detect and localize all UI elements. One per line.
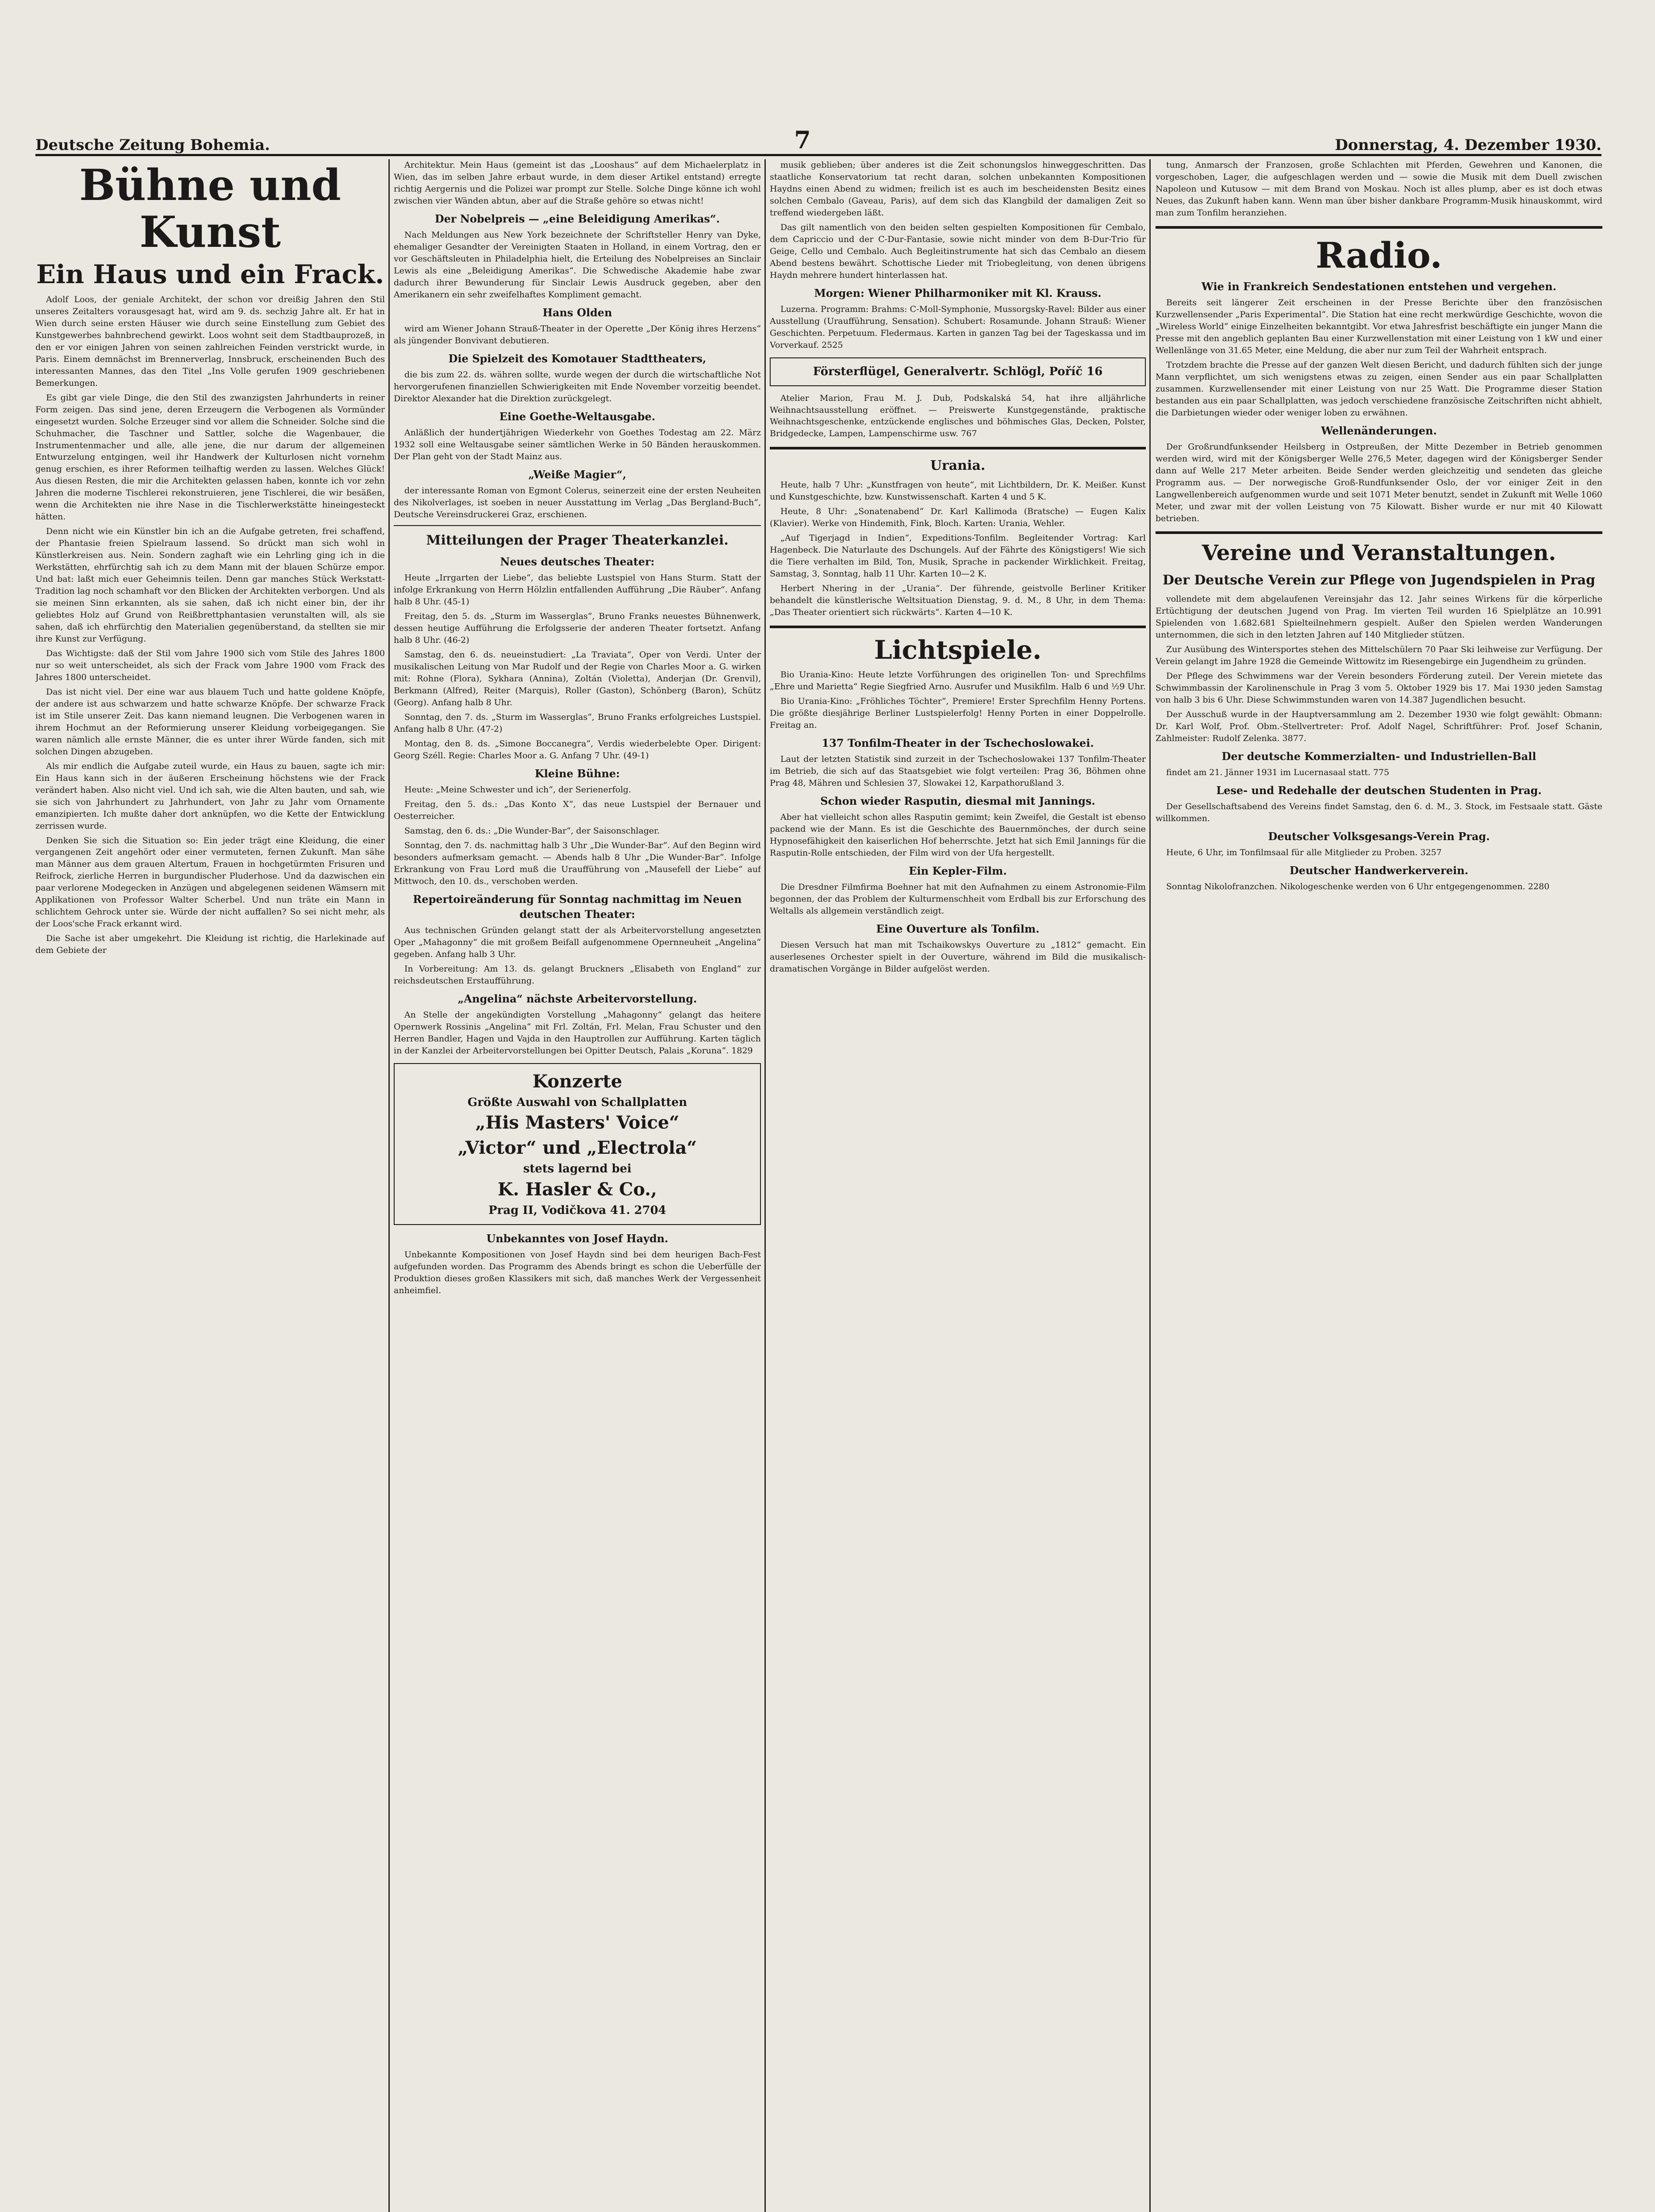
paragraph: Das gilt namentlich von den beiden selten gespielten Kompositionen für Cembalo, dem Capriccio und der C-Dur-Fantasie, sowie nicht minder von dem B-Dur-Trio für Geige, Cello und Cembalo. Auch Begleitinstrumente hat sich das Cembalo an diesem Abend bestens bewährt. Schottische Lieder mit Triobegleitung, von denen übrigens Haydn mehrere hundert hinterlassen hat. [770,222,1146,280]
headline-philharmoniker: Morgen: Wiener Philharmoniker mit Kl. Krauss. [814,286,1102,300]
section-lichtspiele: Lichtspiele. [874,634,1042,665]
paragraph: Das ist nicht viel. Der eine war aus blauem Tuch und hatte goldene Knöpfe, der andere ist aus schwarzem und hatte schwarze Knöpfe. Der schwarze Frack ist im Stile unserer Zeit. Das kann niemand leugnen. Die Verbogenen waren in ihrem Hochmut an der Reformierung unserer Kleidung vorbeigegangen. Sie waren nämlich alle ernste Männer, die es unter ihrer Würde fanden, sich mit solchen Dingen abzugeben. [35,687,385,757]
ad-line: „His Masters' Voice“ [475,1112,680,1133]
column-2 [394,159,761,2212]
headline-magier: „Weiße Magier“, [528,468,626,481]
paragraph: der interessante Roman von Egmont Colerus, seinerzeit eine der ersten Neuheiten des Nikolverlages, ist soeben in neuer Ausstattung im Verlag „Das Bergland-Buch“, Deutsche Vereinsdruckerei Graz, erschienen. [394,485,761,519]
paragraph: wird am Wiener Johann Strauß-Theater in der Operette „Der König ihres Herzens“ als jüngender Bonvivant debutieren. [394,323,761,346]
paragraph: Luzerna. Programm: Brahms: C-Moll-Symphonie, Mussorgsky-Ravel: Bilder aus einer Ausstellung (Uraufführung, Sensation). Schubert: Rosamunde. Johann Strauß: Wiener Geschichten. Perpetuum. Fledermaus. Karten in ganzen Tag bei der Tageskassa und im Vorverkauf. 2525 [770,304,1146,350]
masthead [35,123,1601,156]
headline-haydn: Unbekanntes von Josef Haydn. [486,1232,668,1245]
paragraph: Heute, halb 7 Uhr: „Kunstfragen von heute“, mit Lichtbildern, Dr. K. Meißer. Kunst und Kunstgeschichte, bzw. Kunstwissenschaft. Karten 4 und 5 K. [770,480,1146,502]
section-urania: Urania. [930,458,986,474]
paragraph: Anläßlich der hundertjährigen Wiederkehr von Goethes Todestag am 22. März 1932 soll eine Weltausgabe seiner sämtlichen Werke in 50 Bänden herauskommen. Der Plan geht von der Stadt Mainz aus. [394,427,761,461]
headline-frankreich: Wie in Frankreich Sendestationen entstehen und vergehen. [1201,280,1557,293]
paragraph: Denn nicht wie ein Künstler bin ich an die Aufgabe getreten, frei schaffend, der Phantasie freien Spielraum lassend. So drückt man sich wohl in Künstlerkreisen aus. Nein. Sondern zaghaft wie ein Lehrling ging ich in die Werkstätten, ehrfürchtig sah ich zu dem Mann mit der blauen Schürze empor. Und bat: laßt mich euer Geheimnis teilen. Denn gar manches Stück Werkstatt-Tradition lag noch schamhaft vor den Blicken der Architekten verborgen. Und als sie meinen Sinn erkannten, als sie sahen, daß ich nicht einer bin, der ihr geliebtes Holz auf Grund von Reißbrettphantasien verunstalten will, als sie sahen, daß ich ehrfürchtig den Materialien gegenüberstand, da stellten sie mir ihre Kunst zur Verfügung. [35,526,385,644]
paragraph: Nach Meldungen aus New York bezeichnete der Schriftsteller Henry van Dyke, ehemaliger Gesandter der Vereinigten Staaten in Holland, in einem Vortrag, den er vor Geschäftsleuten in Philadelphia hielt, die Erteilung des Nobelpreises an Sinclair Lewis als eine „Beleidigung Amerikas“. Die Schwedische Akademie habe zwar dadurch ihrer Bewunderung für Sinclair Lewis Ausdruck gegeben, aber den Amerikanern ein sehr zweifelhaftes Kompliment gemacht. [394,230,761,300]
article-title-haus: Ein Haus und ein Frack. [36,259,384,290]
paragraph: „Auf Tigerjagd in Indien“, Expeditions-Tonfilm. Begleitender Vortrag: Karl Hagenbeck. Die Naturlaute des Dschungels. Auf der Fährte des Königstigers! Wie sich die Tiere verhalten im Bild, Ton, Musik, Sprache in packender Wirklichkeit. Freitag, Samstag, 3, Sonntag, halb 11 Uhr. Karten 10—2 K. [770,533,1146,579]
paragraph: Sonntag, den 7. ds. „Sturm im Wasserglas“, Bruno Franks erfolgreiches Lustspiel. Anfang halb 8 Uhr. (47-2) [394,712,761,734]
divider [770,626,1146,628]
paragraph: Bereits seit längerer Zeit erscheinen in der Presse Berichte über den französischen Kurzwellensender „Paris Experimental“. Die Station hat eine recht merkwürdige Geschichte, wovon die „Wireless World“ einige Einzelheiten bekanntgibt. Vor etwa Jahresfrist beschäftigte ein junger Mann die Presse mit den angeblich geplanten Bau einer Kurzwellenstation mit einer Leistung von 1 kW und einer Wellenlänge von 31.65 Meter, eine Meldung, die aber nur zum Teil der Wahrheit entsprach. [1156,297,1602,355]
headline-repertoire: Repertoireänderung für Sonntag nachmittag im Neuen deutschen Theater: [413,892,742,921]
headline-jugendspiele: Der Deutsche Verein zur Pflege von Jugendspielen in Prag [1163,572,1595,588]
headline-nobelpreis: Der Nobelpreis — „eine Beleidigung Amerikas“. [434,212,720,225]
paragraph: Bio Urania-Kino: „Fröhliches Töchter“, Premiere! Erster Sprechfilm Henny Portens. Die größte diesjährige Berliner Lustspielerfolg! Henny Porten in einer Doppelrolle. Freitag an. [770,696,1146,730]
paragraph: Atelier Marion, Frau M. J. Dub, Podskalská 54, hat ihre alljährliche Weihnachtsausstellung eröffnet. — Preiswerte Kunstgegenstände, praktische Weihnachtsgeschenke, entzückende englisches und böhmisches Glas, Decken, Polster, Bridgedecke, Lampen, Lampenschirme usw. 767 [770,393,1146,439]
ad-line: Größte Auswahl von Schallplatten [467,1095,687,1109]
paragraph: An Stelle der angekündigten Vorstellung „Mahagonny“ gelangt das heitere Opernwerk Rossinis „Angelina“ mit Frl. Zoltán, Frl. Melan, Frau Schuster und den Herren Bandler, Hagen und Vajda in den Hauptrollen zur Aufführung. Karten täglich in der Kanzlei der Arbeitervorstellungen bei Opitter Deutsch, Palais „Koruna“. 1829 [394,1010,761,1056]
section-radio: Radio. [1315,234,1443,276]
paragraph: Es gibt gar viele Dinge, die den Stil des zwanzigsten Jahrhunderts in reiner Form zeigen. Das sind jene, deren Erzeugern die Verbogenen als Vormünder eingesetzt wurden. Solche Erzeuger sind vor allem die Schneider. Solche sind die Schuhmacher, die Taschner und Sattler, solche die Wagenbauer, die Instrumentenmacher und alle, alle jene, die nur darum der allgemeinen Entwurzelung entgingen, weil ihr Handwerk der Kulturlosen nicht vornehm genug erschien, es ihrer Reformen teilhaftig werden zu lassen. Welches Glück! Aus diesen Resten, die mir die Architekten gelassen haben, konnte ich vor zehn Jahren die moderne Tischlerei rekonstruieren, jene Tischlerei, die wir besäßen, wenn die Architekten nie ihre Nase in die Tischlerwerkstätte hineingesteckt hätten. [35,392,385,522]
paragraph: Aus technischen Gründen gelangt statt der als Arbeitervorstellung angesetzten Oper „Mahagonny“ die mit großem Beifall aufgenommene Opernneuheit „Angelina“ gegeben. Anfang halb 3 Uhr. [394,925,761,959]
divider [770,447,1146,449]
masthead-paper-name: Deutsche Zeitung Bohemia. [35,136,270,154]
paragraph: Freitag, den 5. ds.: „Das Konto X“, das neue Lustspiel der Bernauer und Oesterreicher. [394,799,761,821]
headline-wellen: Wellenänderungen. [1321,424,1437,437]
subhead-neues-theater: Neues deutsches Theater: [500,555,655,568]
paragraph: Samstag, den 6. ds.: „Die Wunder-Bar“, der Saisonschlager. [404,826,660,836]
subhead-kleine-buehne: Kleine Bühne: [534,767,620,780]
paragraph: vollendete mit dem abgelaufenen Vereinsjahr das 12. Jahr seines Wirkens für die körperliche Ertüchtigung der deutschen Jugend von Prag. Im vierten Teil wurden 16 Spielplätze an 10.991 Spielenden von 1.682.681 Spielteilnehmern gespielt. Außer den Spielen werden Wanderungen unternommen, die sich in den letzten Jahren auf 140 Mitglieder stützen. [1156,594,1602,640]
paragraph: Die Dresdner Filmfirma Boehner hat mit den Aufnahmen zu einem Astronomie-Film begonnen, der das Problem der Kulturmenschheit vom Erdball bis zur Erforschung des Weltalls als allgemein verständlich zeigt. [770,882,1146,916]
page-number: 7 [794,126,811,154]
ad-line: K. Hasler & Co., [497,1179,657,1200]
paragraph: Heute: „Meine Schwester und ich“, der Serienerfolg. [404,785,631,795]
headline-goethe: Eine Goethe-Weltausgabe. [499,410,656,423]
paragraph: Herbert Nhering in der „Urania“. Der führende, geistvolle Berliner Kritiker behandelt die künstlerische Weltsituation Dienstag, 9. d. M., 8 Uhr, in dem Thema: „Das Theater orientiert sich rückwärts“. Karten 4—10 K. [770,583,1146,617]
paragraph: Adolf Loos, der geniale Architekt, der schon vor dreißig Jahren den Stil unseres Zeitalters vorausgesagt hat, wird am 9. ds. sechzig Jahre alt. Er hat in Wien durch seine ersten Häuser wie durch seine Einstellung zum Gebiet des Kunstgewerbes bahnbrechend gewirkt. Loos wohnt seit dem Stadtbauprozeß, in den er vor einigen Jahren von seinen zahlreichen Feinden verstrickt wurde, in Paris. Einem demnächst im Brennerverlag, Innsbruck, erscheinenden Buch des interessanten Mannes, das den Titel „Ins Volle gerufen 1909 geschriebenen Bemerkungen. [35,294,385,388]
paragraph: musik geblieben; über anderes ist die Zeit schonungslos hinweggeschritten. Das staatliche Konservatorium tat recht daran, solchen unbekannten Kompositionen Haydns einen Abend zu widmen; freilich ist es auch im bescheidensten Besitz eines solchen Cembalo (Gaveau, Paris), auf dem sich das Klangbild der damaligen Zeit so treffend wiedergeben läßt. [770,160,1146,218]
headline-rasputin: Schon wieder Rasputin, diesmal mit Jannings. [820,795,1095,808]
column-3 [770,159,1146,2212]
paragraph: Sonntag, den 7. ds. nachmittag halb 3 Uhr „Die Wunder-Bar“. Auf den Beginn wird besonders aufmerksam gemacht. — Abends halb 8 Uhr „Die Wunder-Bar“. Infolge Erkrankung von Frau Lord muß die Uraufführung von „Mausefell der Liebe“ auf Mittwoch, den 10. ds., verschoben werden. [394,840,761,886]
paragraph: Aber hat vielleicht schon alles Rasputin gemimt; kein Zweifel, die Gestalt ist ebenso packend wie der Mann. Es ist die Geschichte des Bauernmönches, der durch seine Hypnosefähigkeit den kaiserlichen Hof beherrschte. Jetzt hat sich Emil Jannings für die Rasputin-Rolle entschieden, der Film wird von der Ufa hergestellt. [770,812,1146,858]
paragraph: Laut der letzten Statistik sind zurzeit in der Tschechoslowakei 137 Tonfilm-Theater im Betrieb, die sich auf das Staatsgebiet wie folgt verteilen: Prag 36, Böhmen ohne Prag 48, Mähren und Schlesien 37, Slowakei 12, Karpathorußland 3. [770,754,1146,788]
paragraph: Der Ausschuß wurde in der Hauptversammlung am 2. Dezember 1930 wie folgt gewählt: Obmann: Dr. Karl Wolf, Prof. Obm.-Stellvertreter: Prof. Adolf Nagel, Schriftführer: Prof. Josef Schanin, Zahlmeister: Rudolf Zelenka. 3877. [1156,709,1602,743]
paragraph: Architektur. Mein Haus (gemeint ist das „Looshaus“ auf dem Michaelerplatz in Wien, das im selben Jahre erbaut wurde, in dem dieser Artikel entstand) erregte richtig Aergernis und die Polizei war prompt zur Stelle. Solche Dinge könne ich wohl zwischen vier Wänden abtun, aber auf die Straße gehöre so etwas nicht! [394,160,761,206]
paragraph: Unbekannte Kompositionen von Josef Haydn sind bei dem heurigen Bach-Fest aufgefunden worden. Das Programm des Abends bringt es schon die Ueberfülle der Produktion dieses großen Klassikers mit sich, daß manches Werk der Vergessenheit anheimfiel. [394,1249,761,1295]
column-1 [35,159,385,2212]
paragraph: Der Großrundfunksender Heilsberg in Ostpreußen, der Mitte Dezember in Betrieb genommen werden wird, wird mit der Königsberger Welle 276,5 Meter, dagegen wird der Königsberger Sender dann auf Welle 217 Meter arbeiten. Beide Sender werden gleichzeitig und sendeten das gleiche Programm aus. — Der norwegische Groß-Rundfunksender Oslo, der vor einiger Zeit in den Langwellenbereich aufgenommen wurde und seit 1071 Meter benutzt, sendet in Zukunft mit Welle 1060 Meter, und zwar mit der vollen Leistung von 75 Kilowatt. Bisher wurde er nur mit 40 Kilowatt betrieben. [1156,442,1602,523]
paragraph: Zur Ausübung des Wintersportes stehen des Mittelschülern 70 Paar Ski leihweise zur Verfügung. Der Verein gelangt im Jahre 1928 die Gemeinde Wittowitz im Riesengebirge ein Jugendheim zu gründen. [1156,645,1602,667]
section-theaterkanzlei: Mitteilungen der Prager Theaterkanzlei. [426,532,729,548]
paragraph: Das Wichtigste: daß der Stil vom Jahre 1900 sich vom Stile des Jahres 1800 nur so weit unterscheidet, als sich der Frack vom Jahre 1900 vom Frack des Jahres 1800 unterscheidet. [35,648,385,682]
paragraph: Der Pflege des Schwimmens war der Verein besonders Förderung zuteil. Der Verein mietete das Schwimmbassin der Karolinenschule in Prag 3 vom 5. Oktober 1929 bis 17. Mai 1930 jeden Samstag von halb 3 bis 6 Uhr. Diese Schwimmstunden waren von 14.387 Jugendlichen besucht. [1156,671,1602,705]
section-vereine: Vereine und Veranstaltungen. [1202,541,1556,566]
paragraph: Montag, den 8. ds. „Simone Boccanegra“, Verdis wiederbelebte Oper. Dirigent: Georg Széll. Regie: Charles Moor a. G. Anfang 7 Uhr. (49-1) [394,739,761,760]
divider [1156,531,1602,534]
paragraph: Als mir endlich die Aufgabe zuteil wurde, ein Haus zu bauen, sagte ich mir: Ein Haus kann sich in der äußeren Erscheinung höchstens wie der Frack verändert haben. Also nicht viel. Und ich sah, wie die Alten bauten, und sah, wie sie sich von Jahrhundert zu Jahrhundert, von Jahr zu Jahr vom Ornamente emanzipierten. Ich mußte daher dort anknüpfen, wo die Kette der Entwicklung zerrissen wurde. [35,761,385,831]
paragraph: findet am 21. Jänner 1931 im Lucernasaal statt. 775 [1166,767,1390,777]
headline-kepler: Ein Kepler-Film. [909,864,1007,878]
advertisement-foersterfluegel [770,357,1146,386]
column-rule [1149,159,1151,2212]
paragraph: Heute, 8 Uhr: „Sonatenabend“ Dr. Karl Kallimoda (Bratsche) — Eugen Kalix (Klavier). Werke von Hindemith, Fink, Bloch. Karten: Urania, Wehler. [770,506,1146,528]
headline-ball: Der deutsche Kommerzialten- und Industriellen-Ball [1221,749,1536,763]
ad-line: Försterflügel, Generalvertr. Schlögl, Poříč 16 [813,365,1103,378]
headline-gesangverein: Deutscher Volksgesangs-Verein Prag. [1268,830,1490,843]
ad-title: Konzerte [532,1071,622,1092]
masthead-date: Donnerstag, 4. Dezember 1930. [1335,136,1601,154]
ad-line: „Victor“ und „Electrola“ [457,1137,697,1159]
paragraph: Heute, 6 Uhr, im Tonfilmsaal für alle Mitglieder zu Proben. 3257 [1166,848,1442,858]
headline-komotau: Die Spielzeit des Komotauer Stadttheaters, [448,352,707,365]
column-rule [388,159,390,2212]
headline-handwerker: Deutscher Handwerkerverein. [1289,864,1469,877]
divider [394,525,761,526]
paragraph: Freitag, den 5. ds. „Sturm im Wasserglas“, Bruno Franks neuestes Bühnenwerk, dessen heutige Aufführung die Erfolgsserie der anderen Theater fortsetzt. Anfang halb 8 Uhr. (46-2) [394,611,761,645]
section-title-buehne: Bühne und Kunst [79,160,341,257]
paragraph: tung, Anmarsch der Franzosen, große Schlachten mit Pferden, Gewehren und Kanonen, die vorgeschoben, Lager, die aufgeschlagen werden und — sowie die Musik mit dem Duell zwischen Napoleon und Kutusow — mit dem Brand von Moskau. Noch ist alles plump, aber es ist doch etwas Neues, das Zukunft haben kann. Wenn man über bisher dankbare Programm-Musik hinauskommt, wird man zum Tonfilm heranziehen. [1156,160,1602,218]
ad-line: stets lagernd bei [523,1162,632,1176]
paragraph: Heute „Irrgarten der Liebe“, das beliebte Lustspiel von Hans Sturm. Statt der infolge Erkrankung von Herrn Hölzlin entfallenden Aufführung „Die Räuber“. Anfang halb 8 Uhr. (45-1) [394,573,761,607]
paragraph: die bis zum 22. ds. währen sollte, wurde wegen der durch die wirtschaftliche Not hervorgerufenen finanziellen Schwierigkeiten mit Ende November vorzeitig beendet. Direktor Alexander hat die Direktion zurückgelegt. [394,369,761,403]
column-4 [1156,159,1602,2212]
ad-line: Prag II, Vodičkova 41. 2704 [488,1203,666,1217]
paragraph: In Vorbereitung: Am 13. ds. gelangt Bruckners „Elisabeth von England“ zur reichsdeutschen Erstaufführung. [394,964,761,986]
paragraph: Sonntag Nikolofranzchen. Nikologeschenke werden von 6 Uhr entgegengenommen. 2280 [1166,882,1550,892]
paragraph: Denken Sie sich die Situation so: Ein jeder trägt eine Kleidung, die einer vergangenen Zeit angehört oder einer vermuteten, fernen Zukunft. Man sähe man Männer aus dem grauen Altertum, Frauen in hochgetürmten Frisuren und Reifrock, zierliche Herren in burgundischer Pluderhose. Und da dazwischen ein paar verlorene Modegecken in Anzügen und abgelegenen seidenen Wämsern mit Applikationen von Professor Walter Scherbel. Und nun träte ein Mann in schlichtem Gehrock unter sie. Würde der nicht auffallen? So sei nicht mehr, als der Loos'sche Frack erkannt wird. [35,835,385,929]
headline-ouverture: Eine Ouverture als Tonfilm. [876,922,1040,936]
divider [1156,226,1602,229]
headline-angelina: „Angelina“ nächste Arbeitervorstellung. [457,992,697,1005]
headline-tonfilm-theater: 137 Tonfilm-Theater in der Tschechoslowakei. [822,737,1094,750]
paragraph: Trotzdem brachte die Presse auf der ganzen Welt diesen Bericht, und dadurch fühlten sich der junge Mann verpflichtet, um sich wenigstens etwas zu zeigen, einen Sender aus ein paar Schallplatten zusammen. Kurzwellensender mit einer Leistung von nur 25 Watt. Die Programme dieser Station bestanden aus ein paar Schallplatten, was jedoch verschiedene französische Zeitschriften nicht abhielt, die Darbietungen wieder oder weniger loben zu erwähnen. [1156,360,1602,418]
paragraph: Die Sache ist aber umgekehrt. Die Kleidung ist richtig, die Harlekinade auf dem Gebiete der [35,933,385,956]
headline-lesehalle: Lese- und Redehalle der deutschen Studenten in Prag. [1216,783,1542,797]
paragraph: Der Gesellschaftsabend des Vereins findet Samstag, den 6. d. M., 3. Stock, im Festsaale statt. Gäste willkommen. [1156,802,1602,823]
advertisement-schallplatten [394,1063,761,1225]
column-rule [764,159,766,2212]
paragraph: Bio Urania-Kino: Heute letzte Vorführungen des originellen Ton- und Sprechfilms „Ehre und Marietta“ Regie Siegfried Arno. Ausrufer und Musikfilm. Halb 6 und ½9 Uhr. [770,670,1146,692]
paragraph: Diesen Versuch hat man mit Tschaikowskys Ouverture zu „1812“ gemacht. Ein auserlesenes Orchester spielt in der Ouverture, während im Bild die musikalisch-dramatischen Vorgänge in Bilder aufgelöst werden. [770,940,1146,974]
headline-olden: Hans Olden [542,306,612,319]
paragraph: Samstag, den 6. ds. neueinstudiert: „La Traviata“, Oper von Verdi. Unter der musikalischen Leitung von Mar Rudolf und der Regie von Charles Moor a. G. wirken mit: Rohne (Flora), Sykhara (Annina), Zoltán (Violetta), Anderjan (Dr. Grenvil), Berkmann (Alfred), Reiter (Marquis), Roller (Gaston), Schönberg (Baron), Schütz (Georg). Anfang halb 8 Uhr. [394,650,761,708]
